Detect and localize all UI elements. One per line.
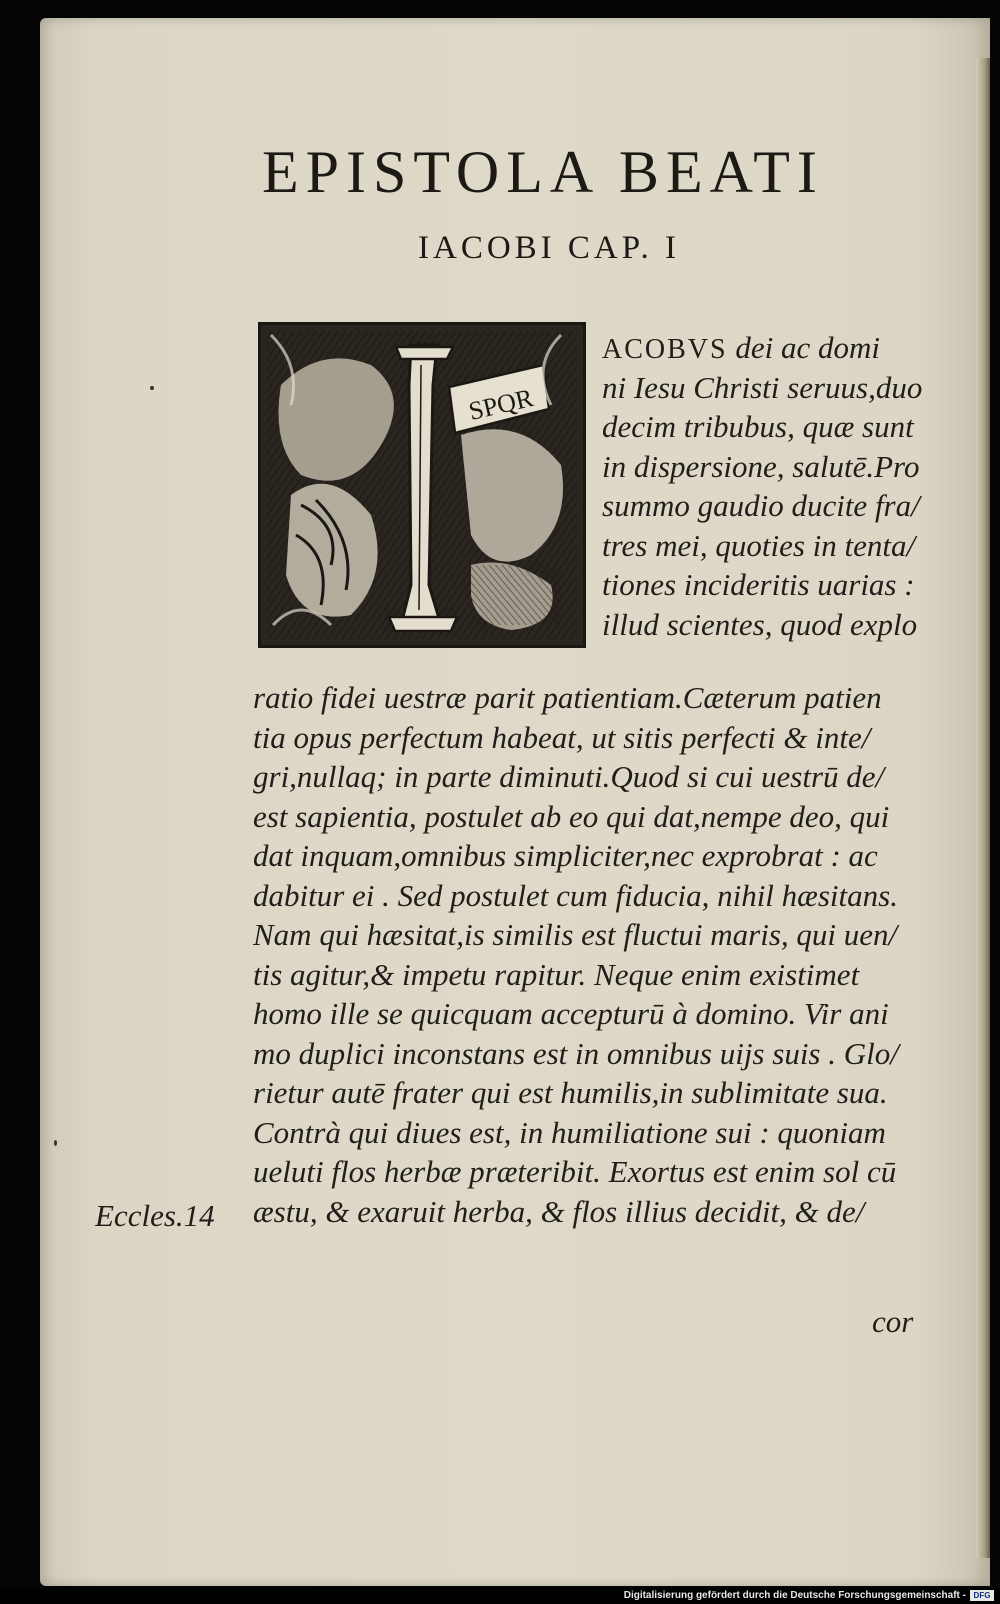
text-line: dabitur ei . Sed postulet cum fiducia, nihil hæsitans.	[253, 877, 898, 913]
initial-column-text	[602, 328, 922, 644]
opening-word: ACOBVS	[602, 334, 728, 365]
text-line: Nam qui hæsitat,is similis est fluctui maris, qui uen/	[253, 917, 898, 952]
digitization-credit: Digitalisierung gefördert durch die Deutsche Forschungsgemeinschaft -	[623, 1590, 966, 1601]
text-line: illud scientes, quod explo	[602, 606, 918, 642]
main-body-text	[253, 678, 899, 1231]
text-line: Contrà qui diues est, in humiliatione sui : quoniam	[253, 1114, 886, 1150]
text-line: ueluti flos herbæ præteribit. Exortus est enim sol cū	[253, 1154, 897, 1189]
text-line: rietur autē frater qui est humilis,in sublimitate sua.	[253, 1075, 888, 1110]
decorated-initial-I	[258, 322, 586, 648]
text-line: tres mei, quoties in tenta/	[602, 527, 916, 563]
woodcut-illustration-icon	[261, 325, 583, 645]
ink-speck	[54, 1140, 57, 1146]
marginal-note: Eccles.14	[95, 1198, 215, 1233]
text-line: homo ille se quicquam accepturū à domino. Vir ani	[253, 996, 889, 1031]
text-line	[602, 328, 922, 368]
catchword: cor	[872, 1304, 914, 1339]
text-line: summo gaudio ducite fra/	[602, 488, 920, 523]
text-line: est sapientia, postulet ab eo qui dat,nempe deo, qui	[253, 798, 890, 834]
text-line: ni Iesu Christi seruus,duo	[602, 369, 923, 405]
chapter-heading: IACOBI CAP. I	[418, 230, 680, 266]
text-line: in dispersione, salutē.Pro	[602, 448, 920, 484]
text-line: æstu, & exaruit herba, & flos illius decidit, & de/	[253, 1193, 865, 1229]
text-line: tiones incideritis uarias :	[602, 567, 915, 602]
text-line: dat inquam,omnibus simpliciter,nec exprobrat : ac	[253, 838, 878, 873]
opening-line-rest: dei ac domi	[727, 330, 880, 365]
page-edge-shadow	[976, 58, 990, 1558]
page-title: EPISTOLA BEATI	[262, 139, 824, 205]
initial-banner-text: SPQR	[465, 383, 536, 426]
ink-speck	[150, 386, 154, 390]
text-line: tis agitur,& impetu rapitur. Neque enim existimet	[253, 956, 860, 992]
text-line: decim tribubus, quæ sunt	[602, 409, 914, 444]
text-line: gri,nullaq; in parte diminuti.Quod si cui uestrū de/	[253, 759, 885, 794]
text-line: ratio fidei uestræ parit patientiam.Cæterum patien	[253, 680, 882, 715]
text-line: tia opus perfectum habeat, ut sitis perfecti & inte/	[253, 719, 871, 755]
text-line: mo duplici inconstans est in omnibus uijs suis . Glo/	[253, 1035, 899, 1071]
dfg-logo-icon: DFG	[970, 1590, 994, 1601]
